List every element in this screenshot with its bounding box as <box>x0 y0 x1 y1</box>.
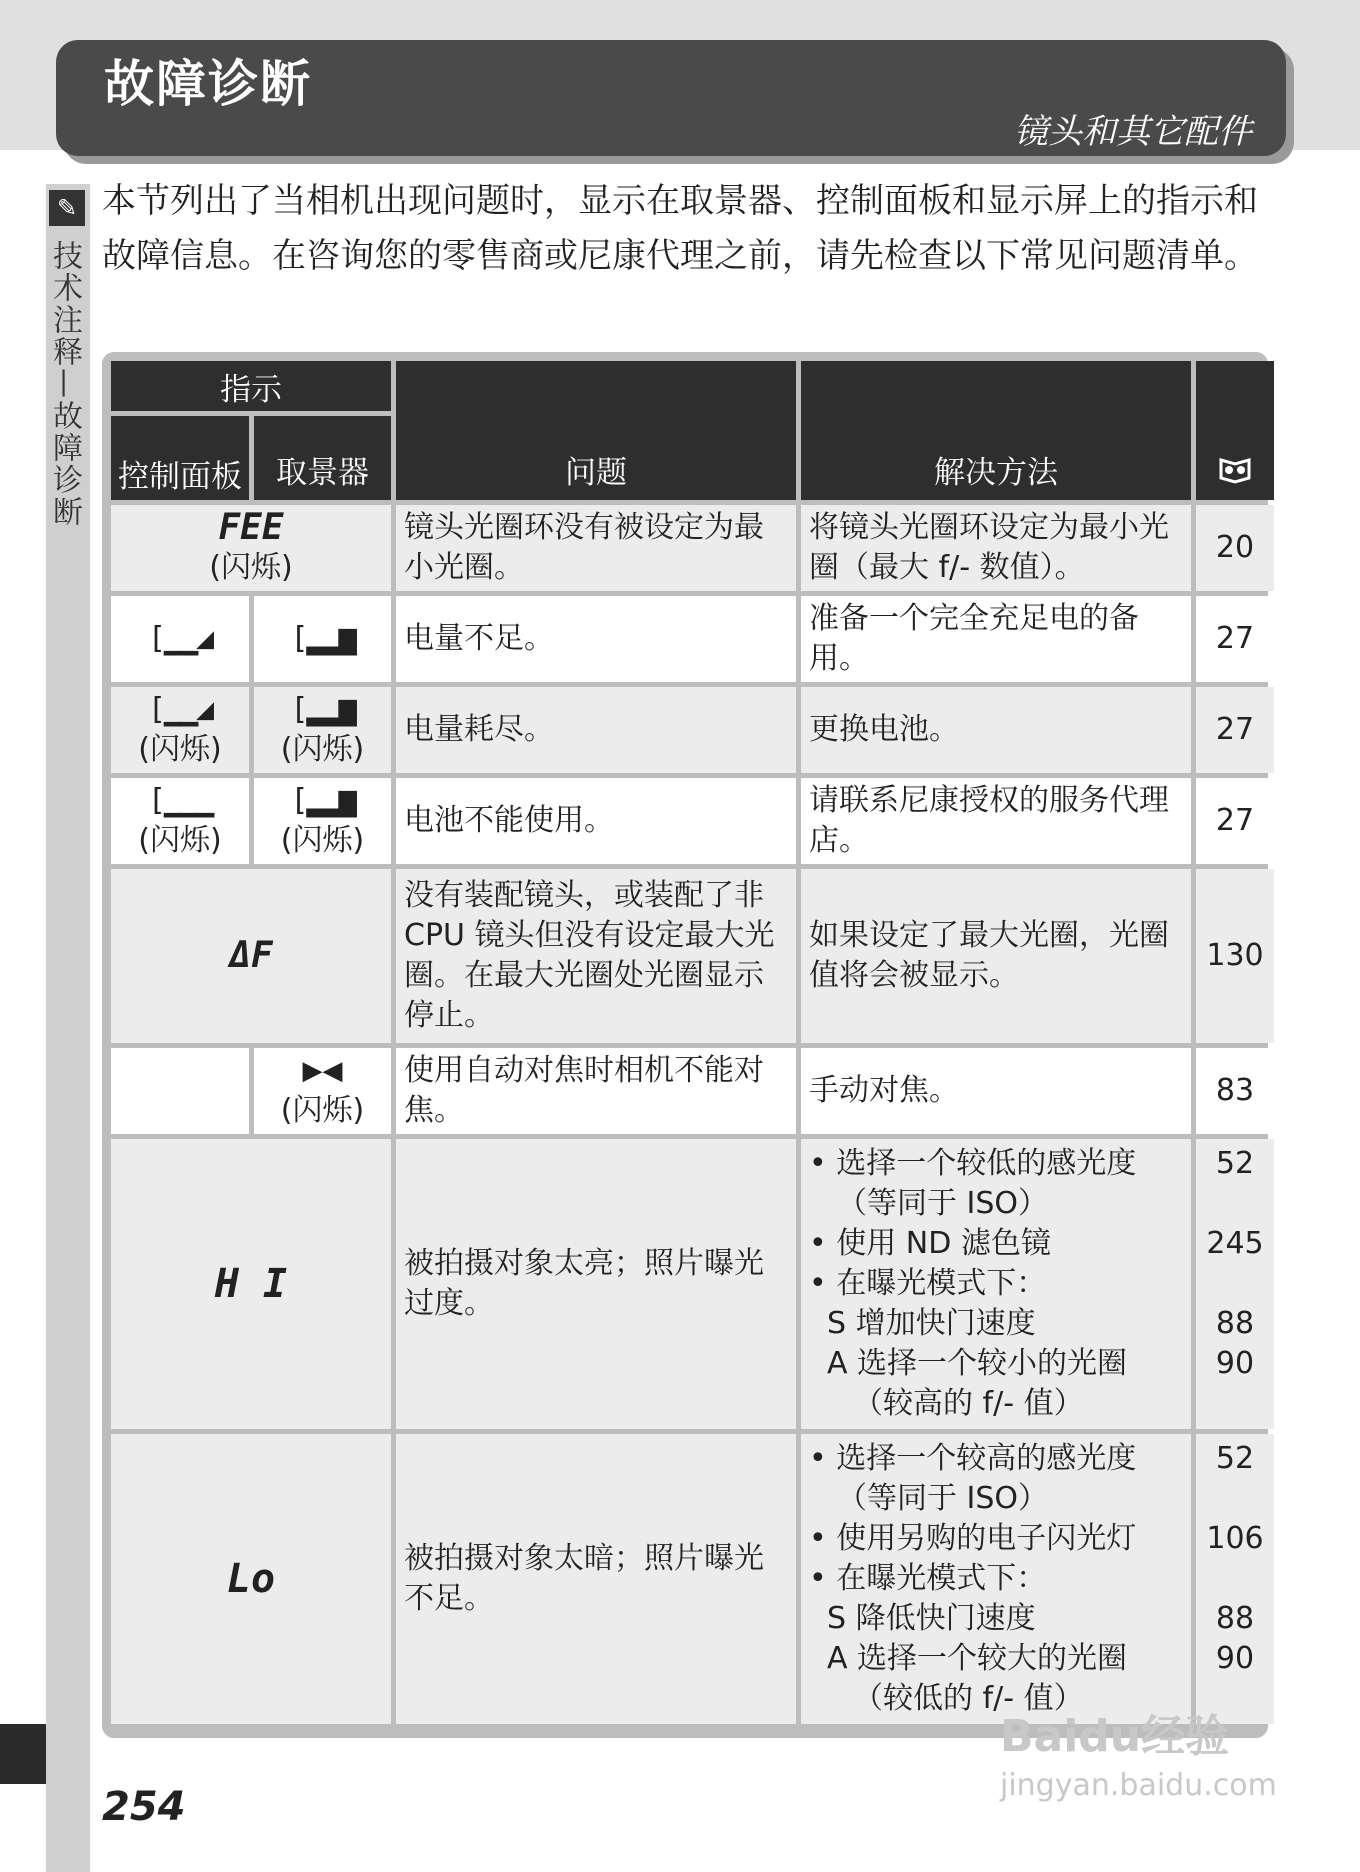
solution-cell: 请联系尼康授权的服务代理店。 <box>801 778 1191 864</box>
page-line: 88 <box>1215 1601 1255 1636</box>
page-ref: 27 <box>1196 596 1274 682</box>
solution-line: • 选择一个较低的感光度 <box>809 1146 1137 1181</box>
solution-cell: 如果设定了最大光圈，光圈值将会被显示。 <box>801 869 1191 1043</box>
solution-cell: 更换电池。 <box>801 687 1191 773</box>
focus-indicator-icon: ▶◀ <box>302 1056 343 1086</box>
indicator-cell <box>111 1048 249 1134</box>
indicator-cell <box>254 687 391 773</box>
solution-line: （较高的 f/- 值） <box>853 1386 1084 1421</box>
header-bar <box>56 40 1286 156</box>
problem-cell: 被拍摄对象太暗；照片曝光不足。 <box>396 1434 796 1724</box>
indicator-cell <box>111 1139 391 1429</box>
header-indicator: 指示 <box>111 361 391 411</box>
battery-low-icon: [▂▂▆ <box>290 621 355 656</box>
intro-paragraph: 本节列出了当相机出现问题时，显示在取景器、控制面板和显示屏上的指示和故障信息。在咨询您的零售商或尼康代理之前，请先检查以下常见问题清单。 <box>102 181 1258 276</box>
indicator-cell <box>111 778 249 864</box>
table-row <box>111 778 1274 864</box>
table-row <box>111 1139 1274 1429</box>
page-ref: 83 <box>1196 1048 1274 1134</box>
solution-cell: 将镜头光圈环设定为最小光圈（最大 f/- 数值）。 <box>801 505 1191 591</box>
solution-cell: 手动对焦。 <box>801 1048 1191 1134</box>
battery-empty-icon: [▂▂▆ <box>290 783 355 818</box>
side-marker <box>0 1724 46 1784</box>
page-line <box>1196 1479 1274 1519</box>
solution-line: • 使用 ND 滤色镜 <box>809 1226 1051 1261</box>
solution-line: • 在曝光模式下： <box>809 1561 1047 1596</box>
battery-empty-icon: [▁▁▁ <box>147 783 213 818</box>
table-row <box>111 869 1274 1043</box>
blink-note: (闪烁) <box>209 550 293 585</box>
indicator-cell <box>111 596 249 682</box>
watermark-url: jingyan.baidu.com <box>1000 1768 1277 1803</box>
blink-note: (闪烁) <box>280 823 365 858</box>
page-line: 90 <box>1215 1346 1255 1381</box>
problem-cell: 被拍摄对象太亮；照片曝光过度。 <box>396 1139 796 1429</box>
section-subtitle: 镜头和其它配件 <box>1014 112 1252 152</box>
solution-cell: 准备一个完全充足电的备用。 <box>801 596 1191 682</box>
solution-line: • 使用另购的电子闪光灯 <box>809 1521 1137 1556</box>
indicator-cell <box>111 505 391 591</box>
solution-line: S 降低快门速度 <box>827 1601 1036 1636</box>
indicator-cell <box>111 1434 391 1724</box>
indicator-cell <box>254 778 391 864</box>
side-tab <box>46 184 90 1872</box>
page-line: 52 <box>1215 1441 1255 1476</box>
blink-note: (闪烁) <box>280 1093 365 1128</box>
note-icon: ✎ <box>49 190 85 226</box>
problem-cell: 没有装配镜头，或装配了非 CPU 镜头但没有设定最大光圈。在最大光圈处光圈显示停止。 <box>396 869 796 1043</box>
page-title: 故障诊断 <box>104 55 312 113</box>
underexposure-indicator: Lo <box>226 1556 276 1602</box>
problem-cell: 使用自动对焦时相机不能对焦。 <box>396 1048 796 1134</box>
page-line: 52 <box>1215 1146 1255 1181</box>
no-lens-indicator: ΔF <box>229 935 273 976</box>
table-row <box>111 687 1274 773</box>
page-line <box>1196 1559 1274 1599</box>
battery-exhausted-icon: [▂▂▆ <box>290 692 355 727</box>
solution-line: （等同于 ISO） <box>837 1481 1049 1516</box>
page-ref: 20 <box>1196 505 1274 591</box>
battery-exhausted-icon: [▁▁◢ <box>147 692 213 727</box>
table-row <box>111 596 1274 682</box>
page-ref: 27 <box>1196 778 1274 864</box>
solution-line: • 选择一个较高的感光度 <box>809 1441 1137 1476</box>
indicator-cell <box>254 1048 391 1134</box>
indicator-cell <box>111 687 249 773</box>
solution-cell <box>801 1139 1191 1429</box>
solution-cell <box>801 1434 1191 1724</box>
page-ref: 130 <box>1196 869 1274 1043</box>
problem-cell: 镜头光圈环没有被设定为最小光圈。 <box>396 505 796 591</box>
page-line: 90 <box>1215 1641 1255 1676</box>
blink-note: (闪烁) <box>138 823 222 858</box>
indicator-cell <box>254 596 391 682</box>
fee-indicator: FEE <box>218 507 284 548</box>
header-solution: 解决方法 <box>801 361 1191 500</box>
page-line: 88 <box>1215 1306 1255 1341</box>
indicator-cell <box>111 869 391 1043</box>
page-line: 106 <box>1206 1521 1264 1556</box>
solution-line: A 选择一个较小的光圈 <box>827 1346 1128 1381</box>
blink-note: (闪烁) <box>280 732 365 767</box>
watermark-brand: Baidu经验 <box>1000 1711 1230 1762</box>
page-ref: 27 <box>1196 687 1274 773</box>
problem-cell: 电量耗尽。 <box>396 687 796 773</box>
table-row <box>111 1434 1274 1724</box>
side-tab-label: 技术注释—故障诊断 <box>47 240 82 528</box>
solution-line: （较低的 f/- 值） <box>853 1681 1084 1716</box>
page-ref <box>1196 1434 1274 1724</box>
problem-cell: 电量不足。 <box>396 596 796 682</box>
page-line <box>1196 1384 1274 1424</box>
problem-cell: 电池不能使用。 <box>396 778 796 864</box>
page-line <box>1196 1184 1274 1224</box>
table-row <box>111 1048 1274 1134</box>
table-row <box>111 505 1274 591</box>
troubleshooting-table <box>102 352 1268 1738</box>
solution-line: • 在曝光模式下： <box>809 1266 1047 1301</box>
blink-note: (闪烁) <box>138 732 222 767</box>
header-problem: 问题 <box>396 361 796 500</box>
page-line: 245 <box>1206 1226 1264 1261</box>
solution-line: A 选择一个较大的光圈 <box>827 1641 1128 1676</box>
page-ref <box>1196 1139 1274 1429</box>
solution-line: S 增加快门速度 <box>827 1306 1036 1341</box>
header-viewfinder: 取景器 <box>254 416 391 500</box>
header-control-panel: 控制面板 <box>111 416 249 500</box>
page-number: 254 <box>102 1784 186 1830</box>
overexposure-indicator: H I <box>214 1261 288 1307</box>
battery-low-icon: [▁▁◢ <box>147 621 213 656</box>
page-line <box>1196 1264 1274 1304</box>
book-icon <box>1196 361 1274 500</box>
solution-line: （等同于 ISO） <box>837 1186 1049 1221</box>
